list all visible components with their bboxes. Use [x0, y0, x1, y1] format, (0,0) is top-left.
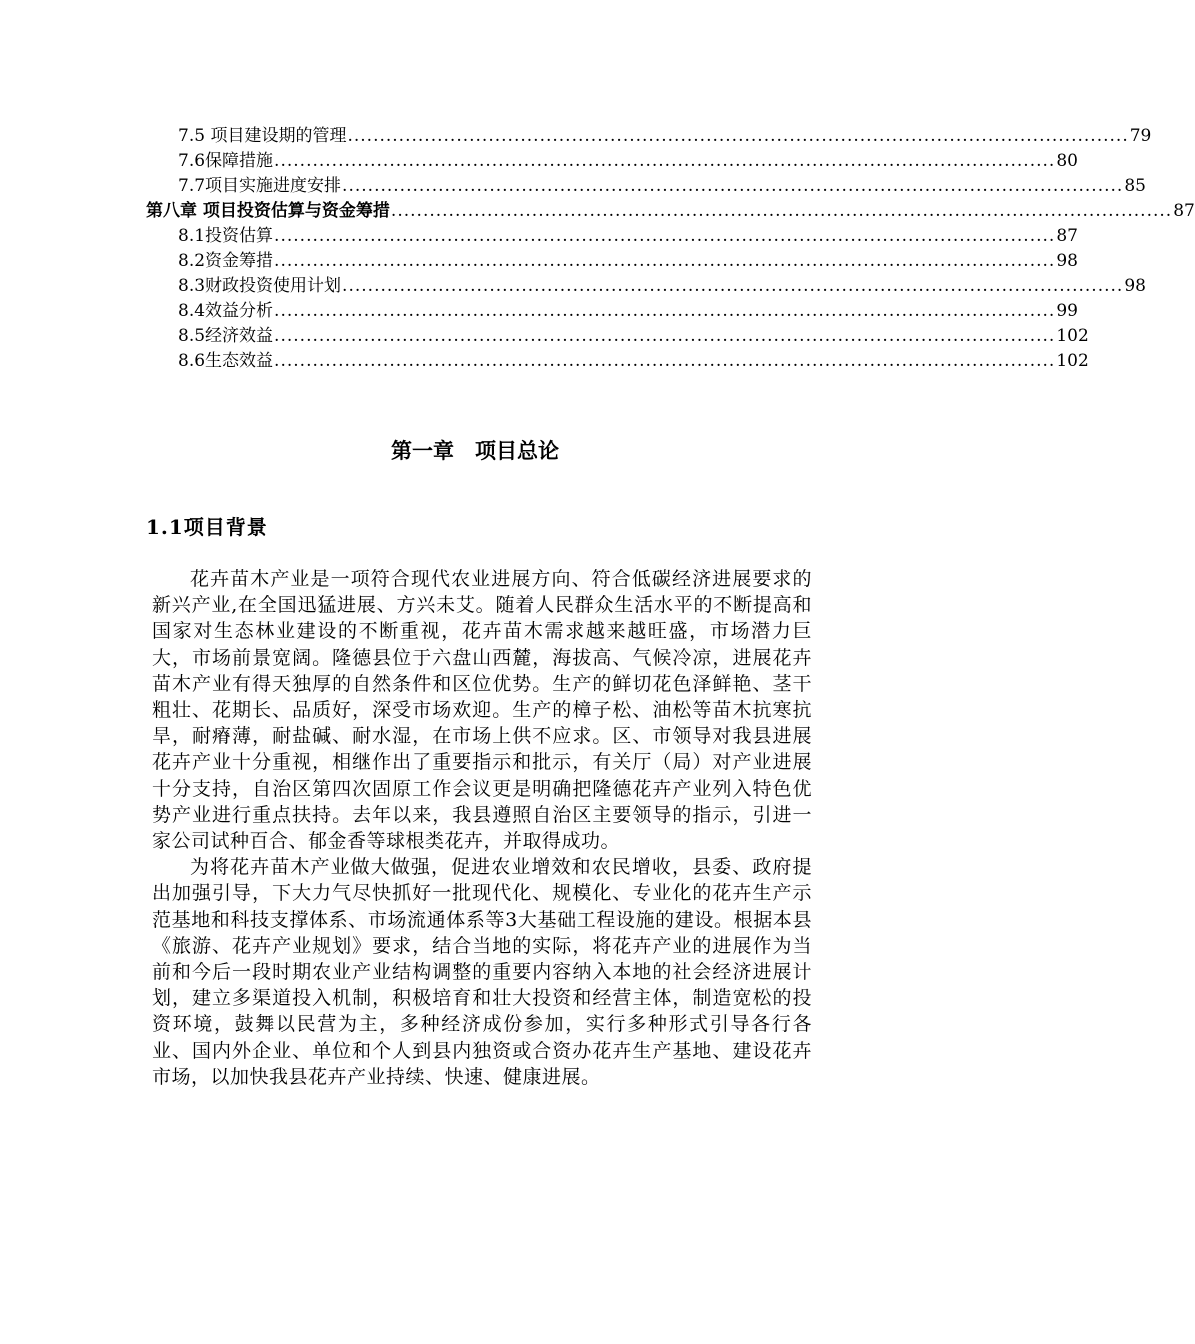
toc-entry[interactable] [146, 249, 1078, 274]
toc-entry[interactable] [146, 274, 1146, 299]
toc-leader-dots: .......................................................................................................................... [274, 251, 1056, 271]
toc-leader-dots: .......................................................................................................................... [274, 326, 1056, 346]
chapter-title: 第一章 项目总论 [391, 439, 559, 463]
toc-entry-title: 8.4效益分析 [178, 301, 274, 321]
table-of-contents [146, 124, 1195, 374]
toc-entry[interactable] [146, 149, 1078, 174]
toc-entry-title: 7.7项目实施进度安排 [178, 176, 342, 196]
toc-entry-title: 8.3财政投资使用计划 [178, 276, 342, 296]
toc-entry-page: 98 [1124, 276, 1146, 296]
toc-entry-page: 85 [1124, 176, 1146, 196]
body-text [152, 566, 812, 1090]
toc-entry-title: 8.5经济效益 [178, 326, 274, 346]
toc-entry-page: 102 [1056, 351, 1089, 371]
toc-entry[interactable] [146, 299, 1078, 324]
toc-leader-dots: .......................................................................................................................... [342, 176, 1124, 196]
toc-entry-page: 79 [1129, 126, 1152, 146]
toc-leader-dots: .......................................................................................................................... [347, 126, 1129, 146]
toc-entry[interactable] [146, 224, 1078, 249]
toc-leader-dots: .......................................................................................................................... [274, 151, 1056, 171]
toc-entry[interactable] [146, 124, 1152, 149]
toc-entry-title: 第八章 项目投资估算与资金筹措 [146, 201, 390, 221]
toc-entry-title: 8.2资金筹措 [178, 251, 274, 271]
toc-entry-page: 102 [1056, 326, 1089, 346]
toc-entry-title: 7.5 项目建设期的管理 [178, 126, 347, 146]
toc-entry-page: 80 [1056, 151, 1078, 171]
toc-leader-dots: .......................................................................................................................... [390, 201, 1173, 221]
toc-entry[interactable] [146, 349, 1089, 374]
toc-entry-page: 98 [1056, 251, 1078, 271]
toc-leader-dots: .......................................................................................................................... [342, 276, 1124, 296]
paragraph: 花卉苗木产业是一项符合现代农业进展方向、符合低碳经济进展要求的新兴产业,在全国迅猛进展、方兴未艾。随着人民群众生活水平的不断提高和国家对生态林业建设的不断重视，花卉苗木需求越来越旺盛，市场潜力巨大，市场前景宽阔。隆德县位于六盘山西麓，海拔高、气候冷凉，进展花卉苗木产业有得天独厚的自然条件和区位优势。生产的鲜切花色泽鲜艳、茎干粗壮、花期长、品质好，深受市场欢迎。生产的樟子松、油松等苗木抗寒抗旱，耐瘠薄，耐盐碱、耐水湿，在市场上供不应求。区、市领导对我县进展花卉产业十分重视，相继作出了重要指示和批示，有关厅（局）对产业进展十分支持，自治区第四次固原工作会议更是明确把隆德花卉产业列入特色优势产业进行重点扶持。去年以来，我县遵照自治区主要领导的指示，引进一家公司试种百合、郁金香等球根类花卉，并取得成功。 [152, 568, 812, 853]
toc-entry-page: 99 [1056, 301, 1078, 321]
toc-entry[interactable] [146, 174, 1146, 199]
toc-entry-title: 8.6生态效益 [178, 351, 274, 371]
toc-leader-dots: .......................................................................................................................... [274, 301, 1056, 321]
toc-entry-title: 7.6保障措施 [178, 151, 274, 171]
toc-leader-dots: .......................................................................................................................... [274, 351, 1056, 371]
toc-entry-page: 87 [1173, 201, 1195, 221]
toc-entry-title: 8.1投资估算 [178, 226, 274, 246]
toc-entry[interactable] [146, 324, 1089, 349]
toc-chapter-entry[interactable] [146, 199, 1195, 224]
toc-entry-page: 87 [1056, 226, 1078, 246]
paragraph: 为将花卉苗木产业做大做强，促进农业增效和农民增收，县委、政府提出加强引导，下大力气尽快抓好一批现代化、规模化、专业化的花卉生产示范基地和科技支撑体系、市场流通体系等3大基础工程设施的建设。根据本县《旅游、花卉产业规划》要求，结合当地的实际，将花卉产业的进展作为当前和今后一段时期农业产业结构调整的重要内容纳入本地的社会经济进展计划，建立多渠道投入机制，积极培育和壮大投资和经营主体，制造宽松的投资环境，鼓舞以民营为主，多种经济成份参加，实行多种形式引导各行各业、国内外企业、单位和个人到县内独资或合资办花卉生产基地、建设花卉市场，以加快我县花卉产业持续、快速、健康进展。 [152, 856, 812, 1088]
toc-leader-dots: .......................................................................................................................... [274, 226, 1056, 246]
section-title: 1.1项目背景 [146, 515, 268, 539]
